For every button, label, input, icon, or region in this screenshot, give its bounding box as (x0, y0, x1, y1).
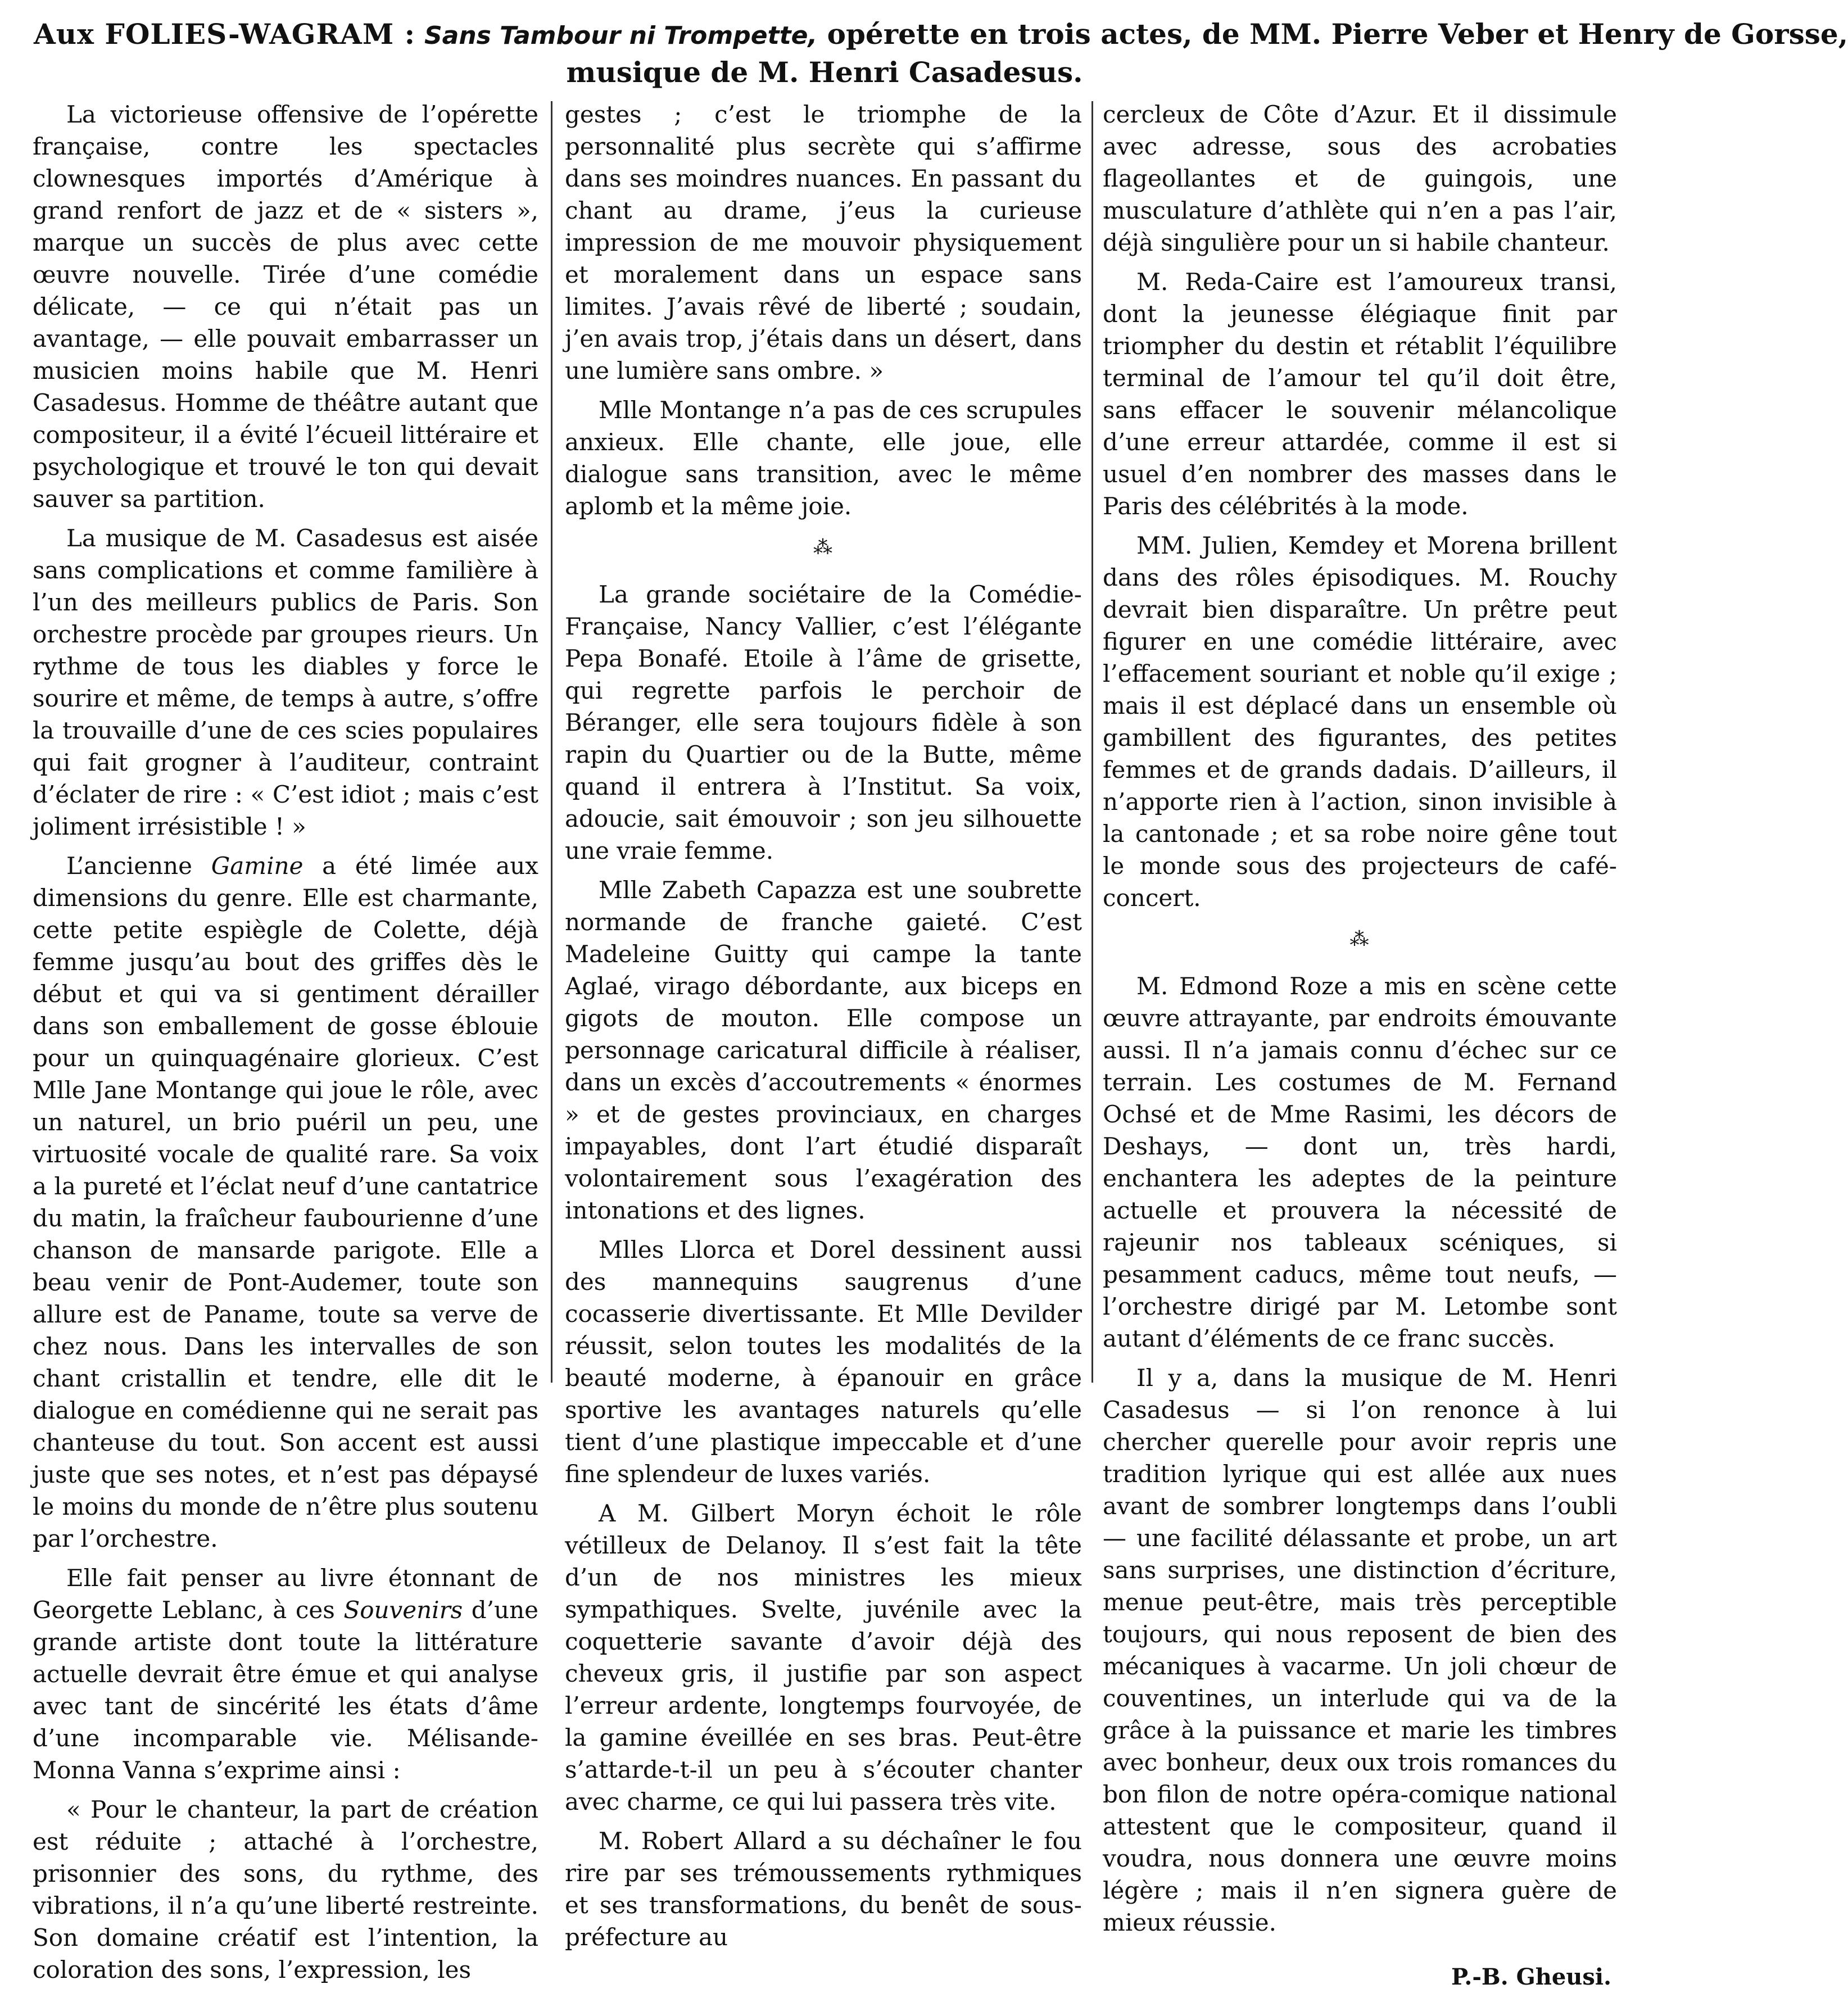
text-run: Elle fait penser au livre étonnant de Georgette Leblanc, à ces (33, 1564, 538, 1624)
paragraph: M. Edmond Roze a mis en scène cette œuvre attrayante, par endroits émouvante aussi. Il n’a jamais connu d’échec sur ce terrain. Les costumes de M. Fernand Ochsé et de Mme Rasimi, les décors de Deshays, — dont un, très hardi, enchantera les adeptes de la peinture actuelle et prouvera la nécessité de rajeunir nos tableaux scéniques, si pesamment caducs, même tout neufs, — l’orchestre dirigé par M. Letombe sont autant d’éléments de ce franc succès. (1103, 972, 1617, 1352)
paragraph: Mlles Llorca et Dorel dessinent aussi des mannequins saugrenus d’une cocasserie divertissante. Et Mlle Devilder réussit, selon toutes les modalités de la beauté moderne, à épanouir en grâce sportive les avantages naturels qu’elle tient d’une plastique impeccable et d’une fine splendeur de luxes variés. (565, 1236, 1082, 1488)
header-line-2: musique de M. Henri Casadesus. (566, 56, 1083, 89)
paragraph: La musique de M. Casadesus est aisée sans complications et comme familière à l’un des meilleurs publics de Paris. Son orchestre procède par groupes rieurs. Un rythme de tous les diables y force le sourire et même, de temps à autre, s’offre la trouvaille d’une de ces scies populaires qui fait grogner à l’auditeur, contraint d’éclater de rire : « C’est idiot ; mais c’est joliment irrésistible ! » (33, 524, 538, 840)
paragraph: Il y a, dans la musique de M. Henri Casadesus — si l’on renonce à lui chercher querelle pour avoir repris une tradition lyrique qui est allée aux nues avant de sombrer longtemps dans l’oubli — une facilité délassante et probe, un art sans surprises, une distinction d’écriture, menue peut-être, mais très perceptible toujours, qui nous reposent de bien des mécaniques à vacarme. Un joli chœur de couventines, un interlude qui va de la grâce à la puissance et marie les timbres avec bonheur, deux oux trois romances du bon filon de notre opéra-comique national attestent que le compositeur, quand il voudra, nous donnera une œuvre moins légère ; mais il n’en signera guère de mieux réussie. (1103, 1364, 1617, 1936)
header-line-1 (34, 17, 1848, 52)
header-credits: opérette en trois actes, de MM. Pierre Veber et Henry de Gorsse, (817, 17, 1848, 51)
paragraph: gestes ; c’est le triomphe de la personnalité plus secrète qui s’affirme dans ses moindres nuances. En passant du chant au drame, j’eus la curieuse impression de me mouvoir physiquement et moralement dans un espace sans limites. J’avais rêvé de liberté ; soudain, j’en avais trop, j’étais dans un désert, dans une lumière sans ombre. » (565, 101, 1082, 384)
column-rule-1 (551, 101, 552, 1383)
section-separator: ⁂ (813, 536, 834, 559)
paragraph: Mlle Zabeth Capazza est une soubrette normande de franche gaieté. C’est Madeleine Guitty qui campe la tante Aglaé, virago débordante, aux biceps en gigots de mouton. Elle compose un personnage caricatural difficile à réaliser, dans un excès d’accoutrements « énormes » et de gestes provinciaux, en charges impayables, dont l’art étudié disparaît volontairement sous l’exagération des intonations et des lignes. (565, 876, 1082, 1224)
paragraph: La victorieuse offensive de l’opérette française, contre les spectacles clownesques importés d’Amérique à grand renfort de jazz et de « sisters », marque un succès de plus avec cette œuvre nouvelle. Tirée d’une comédie délicate, — ce qui n’était pas un avantage, — elle pouvait embarrasser un musicien moins habile que M. Henri Casadesus. Homme de théâtre autant que compositeur, il a évité l’écueil littéraire et psychologique et trouvé le ton qui devait sauver sa partition. (33, 101, 538, 513)
column-3 (1103, 98, 1617, 1990)
text-run: L’ancienne (66, 852, 211, 880)
play-title: Sans Tambour ni Trompette, (424, 21, 818, 50)
paragraph (33, 1562, 538, 1786)
theatre-name: Aux FOLIES-WAGRAM : (34, 17, 416, 51)
section-separator: ⁂ (1349, 928, 1370, 950)
paragraph: Mlle Montange n’a pas de ces scrupules anxieux. Elle chante, elle joue, elle dialogue sans transition, avec le même aplomb et la même joie. (565, 396, 1082, 520)
paragraph: A M. Gilbert Moryn échoit le rôle vétilleux de Delanoy. Il s’est fait la tête d’un de nos ministres les mieux sympathiques. Svelte, juvénile avec la coquetterie savante d’avoir déjà des cheveux gris, il justifie par son aspect l’erreur ardente, longtemps fourvoyée, de la gamine éveillée en ses bras. Peut-être s’attarde-t-il un peu à s’écouter chanter avec charme, ce qui lui passera très vite. (565, 1500, 1082, 1815)
paragraph: La grande sociétaire de la Comédie-Française, Nancy Vallier, c’est l’élégante Pepa Bonafé. Etoile à l’âme de grisette, qui regrette parfois le perchoir de Béranger, elle sera toujours fidèle à son rapin du Quartier ou de la Butte, même quand il entrera à l’Institut. Sa voix, adoucie, sait émouvoir ; son jeu silhouette une vraie femme. (565, 581, 1082, 864)
paragraph: cercleux de Côte d’Azur. Et il dissimule avec adresse, sous des acrobaties flageollantes et de guingois, une musculature d’athlète qui n’en a pas l’air, déjà singulière pour un si habile chanteur. (1103, 101, 1617, 256)
italic-title: Souvenirs (343, 1596, 463, 1624)
column-1 (33, 98, 538, 1983)
italic-title: Gamine (211, 852, 304, 880)
column-2 (565, 98, 1082, 1951)
article-header (34, 17, 1848, 89)
paragraph: M. Reda-Caire est l’amoureux transi, dont la jeunesse élégiaque finit par triompher du destin et rétablit l’équilibre terminal de l’amour tel qu’il doit être, sans effacer le souvenir mélancolique d’une erreur attardée, comme il est si usuel d’en nombrer des masses dans le Paris des célébrités à la mode. (1103, 268, 1617, 520)
paragraph: MM. Julien, Kemdey et Morena brillent dans des rôles épisodiques. M. Rouchy devrait bien disparaître. Un prêtre peut figurer en une comédie littéraire, avec l’effacement souriant et noble qu’il exige ; mais il est déplacé dans un ensemble où gambillent des figurantes, des petites femmes et de grands dadais. D’ailleurs, il n’apporte rien à l’action, sinon invisible à la cantonade ; et sa robe noire gêne tout le monde sous des projecteurs de café-concert. (1103, 532, 1617, 912)
paragraph (33, 850, 538, 1555)
author-signature: P.-B. Gheusi. (1451, 1964, 1611, 1990)
paragraph: « Pour le chanteur, la part de création est réduite ; attaché à l’orchestre, prisonnier des sons, du rythme, des vibrations, il n’a qu’une liberté restreinte. Son domaine créatif est l’intention, la coloration des sons, l’expression, les (33, 1796, 538, 1983)
column-rule-2 (1091, 101, 1093, 1383)
text-run: d’une grande artiste dont toute la littérature actuelle devrait être émue et qui analyse avec tant de sincérité les états d’âme d’une incomparable vie. Mélisande-Monna Vanna s’exprime ainsi : (33, 1596, 538, 1784)
text-run: a été limée aux dimensions du genre. Elle est charmante, cette petite espiègle de Colette, déjà femme jusqu’au bout des griffes dès le début et qui va si gentiment dérailler dans son emballement de gosse éblouie pour un quinquagénaire glorieux. C’est Mlle Jane Montange qui joue le rôle, avec un naturel, un brio puéril un peu, une virtuosité vocale de qualité rare. Sa voix a la pureté et l’éclat neuf d’une cantatrice du matin, la fraîcheur faubourienne d’une chanson de mansarde parigote. Elle a beau venir de Pont-Audemer, toute son allure est de Paname, toute sa verve de chez nous. Dans les intervalles de son chant cristallin et tendre, elle dit le dialogue en comédienne qui ne serait pas chanteuse du tout. Son accent est aussi juste que ses notes, et n’est pas dépaysé le moins du monde de n’être plus soutenu par l’orchestre. (33, 852, 538, 1552)
paragraph: M. Robert Allard a su déchaîner le fou rire par ses trémoussements rythmiques et ses transformations, du benêt de sous-préfecture au (565, 1827, 1082, 1951)
